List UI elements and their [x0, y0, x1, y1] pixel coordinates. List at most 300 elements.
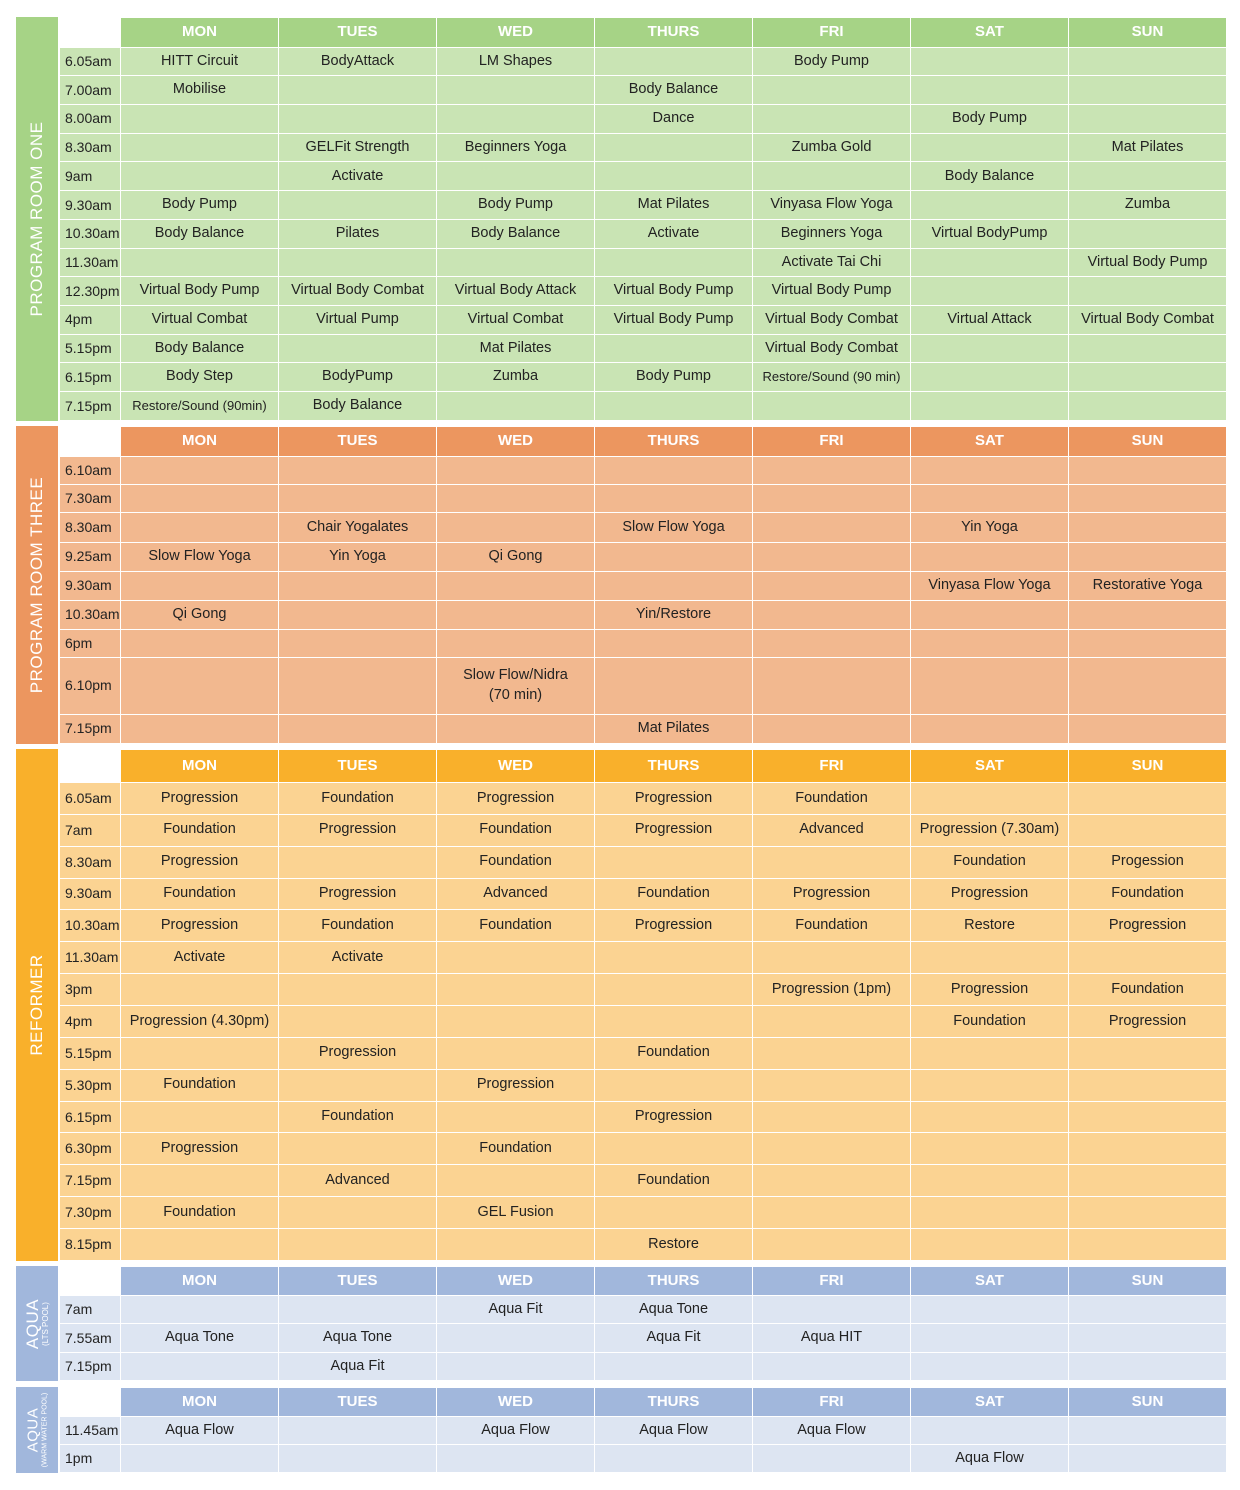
time-slot: 6.10pm — [60, 657, 121, 714]
class-cell-mon: Virtual Combat — [121, 306, 279, 335]
time-slot: 9.30am — [60, 571, 121, 600]
class-cell-tues — [279, 1133, 437, 1165]
timetable-row — [60, 1444, 1227, 1472]
time-slot: 1pm — [60, 1444, 121, 1472]
time-slot: 9am — [60, 162, 121, 191]
class-cell-thurs: Aqua Flow — [595, 1416, 753, 1444]
class-cell-mon — [121, 657, 279, 714]
timetable-row — [60, 334, 1227, 363]
class-cell-fri — [753, 76, 911, 105]
time-slot: 11.45am — [60, 1416, 121, 1444]
class-cell-thurs: Virtual Body Pump — [595, 277, 753, 306]
time-slot: 6.05am — [60, 782, 121, 814]
day-header-sat: SAT — [911, 750, 1069, 783]
day-header-tues: TUES — [279, 18, 437, 48]
class-cell-wed — [437, 942, 595, 974]
day-header-row — [60, 427, 1227, 457]
day-header-wed: WED — [437, 18, 595, 48]
class-cell-sat — [911, 277, 1069, 306]
timetable-row — [60, 219, 1227, 248]
class-cell-tues: BodyPump — [279, 363, 437, 392]
class-cell-mon: Body Step — [121, 363, 279, 392]
time-slot: 7.15pm — [60, 1352, 121, 1380]
class-cell-wed — [437, 105, 595, 134]
class-cell-sat — [911, 629, 1069, 657]
class-cell-fri: Foundation — [753, 910, 911, 942]
class-cell-tues — [279, 1005, 437, 1037]
class-cell-wed — [437, 248, 595, 277]
class-cell-tues — [279, 1416, 437, 1444]
day-header-sat: SAT — [911, 1388, 1069, 1417]
class-cell-tues — [279, 1069, 437, 1101]
class-cell-tues — [279, 248, 437, 277]
class-cell-fri — [753, 542, 911, 571]
class-cell-thurs — [595, 392, 753, 421]
section-title: PROGRAM ROOM ONE — [27, 121, 47, 317]
class-cell-thurs — [595, 1133, 753, 1165]
timetable-row — [60, 457, 1227, 485]
timetable-row — [60, 942, 1227, 974]
class-cell-wed: Mat Pilates — [437, 334, 595, 363]
day-header-wed: WED — [437, 1267, 595, 1296]
class-cell-wed — [437, 571, 595, 600]
class-cell-sat — [911, 76, 1069, 105]
class-cell-tues: Activate — [279, 942, 437, 974]
class-cell-sun: Progession — [1069, 846, 1227, 878]
time-slot: 6.30pm — [60, 1133, 121, 1165]
class-cell-thurs: Mat Pilates — [595, 714, 753, 743]
class-cell-sun — [1069, 162, 1227, 191]
class-cell-sun: Zumba — [1069, 191, 1227, 220]
class-cell-sat — [911, 1197, 1069, 1229]
timetable-row — [60, 846, 1227, 878]
timetable-row — [60, 133, 1227, 162]
timetable-row — [60, 1165, 1227, 1197]
class-cell-thurs: Body Pump — [595, 363, 753, 392]
class-cell-sat — [911, 1296, 1069, 1324]
class-cell-sun — [1069, 1133, 1227, 1165]
section-program-room-three — [16, 426, 1226, 744]
class-cell-mon: Progression — [121, 846, 279, 878]
time-slot: 8.15pm — [60, 1228, 121, 1260]
time-slot: 7am — [60, 814, 121, 846]
class-cell-wed: Aqua Flow — [437, 1416, 595, 1444]
class-cell-tues: Activate — [279, 162, 437, 191]
class-cell-sun — [1069, 1069, 1227, 1101]
class-cell-mon — [121, 1101, 279, 1133]
section-title-sub: (WARM WATER POOL) — [41, 1392, 49, 1468]
class-cell-thurs — [595, 942, 753, 974]
class-cell-thurs — [595, 162, 753, 191]
class-cell-sat — [911, 942, 1069, 974]
timetable-row — [60, 1228, 1227, 1260]
class-cell-tues: Foundation — [279, 782, 437, 814]
class-cell-wed: Virtual Body Attack — [437, 277, 595, 306]
day-header-fri: FRI — [753, 1267, 911, 1296]
class-cell-fri: Aqua HIT — [753, 1324, 911, 1352]
class-cell-thurs: Aqua Fit — [595, 1324, 753, 1352]
class-cell-wed: Beginners Yoga — [437, 133, 595, 162]
class-cell-fri — [753, 1133, 911, 1165]
section-program-room-one — [16, 17, 1226, 421]
class-cell-sun: Foundation — [1069, 974, 1227, 1006]
time-slot: 10.30am — [60, 219, 121, 248]
class-cell-mon: Foundation — [121, 814, 279, 846]
class-cell-sun — [1069, 513, 1227, 542]
timetable-row — [60, 1197, 1227, 1229]
day-header-row — [60, 1267, 1227, 1296]
class-cell-thurs: Progression — [595, 1101, 753, 1133]
class-cell-thurs: Aqua Tone — [595, 1296, 753, 1324]
class-cell-sun — [1069, 1416, 1227, 1444]
class-cell-mon — [121, 974, 279, 1006]
class-cell-mon: Body Balance — [121, 219, 279, 248]
day-header-sun: SUN — [1069, 18, 1227, 48]
timetable-grid — [59, 426, 1227, 744]
class-cell-sat: Aqua Flow — [911, 1444, 1069, 1472]
class-cell-sat: Progression (7.30am) — [911, 814, 1069, 846]
class-cell-sun — [1069, 657, 1227, 714]
class-cell-sun — [1069, 629, 1227, 657]
time-slot: 6.15pm — [60, 1101, 121, 1133]
class-cell-fri — [753, 513, 911, 542]
timetable-row — [60, 571, 1227, 600]
section-title — [24, 1298, 50, 1348]
class-cell-wed — [437, 513, 595, 542]
class-cell-sat — [911, 1101, 1069, 1133]
timetable-row — [60, 782, 1227, 814]
class-cell-sat — [911, 1352, 1069, 1380]
time-slot: 6.15pm — [60, 363, 121, 392]
class-cell-wed: GEL Fusion — [437, 1197, 595, 1229]
class-cell-thurs: Foundation — [595, 878, 753, 910]
class-cell-sat: Vinyasa Flow Yoga — [911, 571, 1069, 600]
class-cell-mon — [121, 513, 279, 542]
timetable-row — [60, 1005, 1227, 1037]
class-cell-fri: Progression (1pm) — [753, 974, 911, 1006]
class-cell-sun — [1069, 542, 1227, 571]
class-cell-sun — [1069, 782, 1227, 814]
time-slot: 7am — [60, 1296, 121, 1324]
time-slot: 8.30am — [60, 846, 121, 878]
class-cell-sat — [911, 1228, 1069, 1260]
time-slot: 7.00am — [60, 76, 121, 105]
class-cell-fri — [753, 1352, 911, 1380]
class-cell-sat — [911, 133, 1069, 162]
class-cell-sat — [911, 363, 1069, 392]
class-cell-wed — [437, 1005, 595, 1037]
class-cell-sun — [1069, 1296, 1227, 1324]
class-cell-mon: Qi Gong — [121, 600, 279, 629]
class-cell-wed: Foundation — [437, 846, 595, 878]
time-slot: 6.05am — [60, 47, 121, 76]
timetable-row — [60, 629, 1227, 657]
timetable-grid — [59, 1266, 1227, 1381]
class-cell-sat — [911, 1133, 1069, 1165]
class-cell-thurs — [595, 1005, 753, 1037]
class-cell-sat — [911, 248, 1069, 277]
class-cell-sat — [911, 47, 1069, 76]
timetable-row — [60, 485, 1227, 513]
time-slot: 7.15pm — [60, 1165, 121, 1197]
class-cell-tues — [279, 334, 437, 363]
class-cell-fri — [753, 942, 911, 974]
class-cell-tues: Virtual Pump — [279, 306, 437, 335]
class-cell-sat: Restore — [911, 910, 1069, 942]
class-cell-tues — [279, 76, 437, 105]
class-cell-wed: Progression — [437, 1069, 595, 1101]
class-cell-mon — [121, 133, 279, 162]
timetable-row — [60, 542, 1227, 571]
class-cell-sat — [911, 392, 1069, 421]
class-cell-thurs: Foundation — [595, 1165, 753, 1197]
class-cell-wed: Foundation — [437, 1133, 595, 1165]
class-cell-tues — [279, 571, 437, 600]
class-cell-thurs — [595, 629, 753, 657]
day-header-sat: SAT — [911, 1267, 1069, 1296]
day-header-thurs: THURS — [595, 1388, 753, 1417]
class-cell-tues — [279, 846, 437, 878]
time-slot: 6.10am — [60, 457, 121, 485]
time-slot: 11.30am — [60, 248, 121, 277]
time-slot: 10.30am — [60, 600, 121, 629]
time-slot: 8.00am — [60, 105, 121, 134]
class-cell-sun — [1069, 714, 1227, 743]
class-cell-mon — [121, 571, 279, 600]
time-slot: 5.15pm — [60, 334, 121, 363]
day-header-sun: SUN — [1069, 1267, 1227, 1296]
class-cell-mon: Restore/Sound (90min) — [121, 392, 279, 421]
section-title-main: AQUA — [22, 1298, 42, 1349]
class-cell-mon — [121, 1296, 279, 1324]
class-cell-fri — [753, 105, 911, 134]
section-side-label — [16, 426, 59, 744]
class-cell-wed: Foundation — [437, 910, 595, 942]
timetable-row — [60, 363, 1227, 392]
class-cell-thurs — [595, 974, 753, 1006]
class-cell-mon: Foundation — [121, 1197, 279, 1229]
timetable-row — [60, 1101, 1227, 1133]
class-cell-fri: Vinyasa Flow Yoga — [753, 191, 911, 220]
section-title: REFORMER — [27, 954, 47, 1056]
time-slot: 12.30pm — [60, 277, 121, 306]
class-cell-fri — [753, 1037, 911, 1069]
timetable-grid — [59, 1387, 1227, 1473]
timetable-row — [60, 878, 1227, 910]
class-cell-wed — [437, 485, 595, 513]
class-cell-fri — [753, 1165, 911, 1197]
class-cell-thurs — [595, 1352, 753, 1380]
day-header-fri: FRI — [753, 18, 911, 48]
class-cell-sun — [1069, 1352, 1227, 1380]
class-cell-sun — [1069, 1324, 1227, 1352]
class-cell-sun: Progression — [1069, 1005, 1227, 1037]
class-cell-fri — [753, 1101, 911, 1133]
class-cell-wed: Progression — [437, 782, 595, 814]
class-cell-sat: Progression — [911, 878, 1069, 910]
class-cell-wed — [437, 1101, 595, 1133]
class-cell-sun: Virtual Body Pump — [1069, 248, 1227, 277]
time-slot: 7.15pm — [60, 714, 121, 743]
class-cell-thurs: Foundation — [595, 1037, 753, 1069]
class-cell-sun — [1069, 363, 1227, 392]
class-cell-tues: Progression — [279, 814, 437, 846]
timetable-row — [60, 1069, 1227, 1101]
class-cell-sat — [911, 1416, 1069, 1444]
day-header-tues: TUES — [279, 1267, 437, 1296]
class-cell-thurs — [595, 133, 753, 162]
class-cell-wed — [437, 1037, 595, 1069]
class-cell-sun: Mat Pilates — [1069, 133, 1227, 162]
class-cell-tues: Progression — [279, 1037, 437, 1069]
class-cell-fri — [753, 657, 911, 714]
day-header-sat: SAT — [911, 427, 1069, 457]
class-cell-fri — [753, 392, 911, 421]
class-cell-mon: Aqua Flow — [121, 1416, 279, 1444]
time-slot: 7.30pm — [60, 1197, 121, 1229]
class-cell-mon: Virtual Body Pump — [121, 277, 279, 306]
class-cell-mon — [121, 1444, 279, 1472]
class-cell-mon: Progression — [121, 782, 279, 814]
class-cell-mon: Body Pump — [121, 191, 279, 220]
class-cell-wed — [437, 76, 595, 105]
day-header-thurs: THURS — [595, 1267, 753, 1296]
class-cell-thurs: Progression — [595, 782, 753, 814]
class-cell-tues — [279, 485, 437, 513]
class-cell-fri — [753, 714, 911, 743]
class-cell-sat — [911, 191, 1069, 220]
class-cell-fri — [753, 1228, 911, 1260]
day-header-row — [60, 18, 1227, 48]
class-cell-sat: Body Pump — [911, 105, 1069, 134]
class-cell-sat: Foundation — [911, 846, 1069, 878]
class-cell-mon: Foundation — [121, 878, 279, 910]
class-cell-mon — [121, 1037, 279, 1069]
class-cell-sun — [1069, 1101, 1227, 1133]
class-cell-fri: Restore/Sound (90 min) — [753, 363, 911, 392]
class-cell-wed: Zumba — [437, 363, 595, 392]
class-cell-tues: Aqua Tone — [279, 1324, 437, 1352]
class-cell-thurs: Slow Flow Yoga — [595, 513, 753, 542]
class-cell-sun — [1069, 392, 1227, 421]
class-cell-fri — [753, 1444, 911, 1472]
class-cell-fri: Advanced — [753, 814, 911, 846]
class-cell-thurs — [595, 571, 753, 600]
class-cell-fri — [753, 1005, 911, 1037]
timetable-row — [60, 47, 1227, 76]
class-cell-sat — [911, 1324, 1069, 1352]
day-header-fri: FRI — [753, 750, 911, 783]
time-slot: 3pm — [60, 974, 121, 1006]
section-title-sub: (LTS POOL) — [40, 1301, 50, 1346]
class-cell-fri — [753, 600, 911, 629]
class-cell-wed: LM Shapes — [437, 47, 595, 76]
time-slot: 9.30am — [60, 878, 121, 910]
day-header-sun: SUN — [1069, 427, 1227, 457]
class-cell-sat: Body Balance — [911, 162, 1069, 191]
class-cell-sun: Progression — [1069, 910, 1227, 942]
class-cell-tues — [279, 191, 437, 220]
class-cell-sun — [1069, 76, 1227, 105]
time-slot: 4pm — [60, 306, 121, 335]
class-cell-sat — [911, 334, 1069, 363]
class-cell-sat: Virtual Attack — [911, 306, 1069, 335]
class-cell-thurs — [595, 657, 753, 714]
timetable-row — [60, 1037, 1227, 1069]
class-cell-wed — [437, 974, 595, 1006]
day-header-mon: MON — [121, 1267, 279, 1296]
class-cell-thurs — [595, 334, 753, 363]
day-header-mon: MON — [121, 750, 279, 783]
class-cell-mon — [121, 1352, 279, 1380]
class-cell-mon — [121, 485, 279, 513]
day-header-wed: WED — [437, 427, 595, 457]
timetable-row — [60, 277, 1227, 306]
class-cell-mon — [121, 248, 279, 277]
class-cell-sat — [911, 714, 1069, 743]
class-cell-sat — [911, 782, 1069, 814]
class-cell-sat — [911, 1069, 1069, 1101]
class-cell-tues: Progression — [279, 878, 437, 910]
day-header-mon: MON — [121, 1388, 279, 1417]
timetable-row — [60, 513, 1227, 542]
class-cell-wed: Qi Gong — [437, 542, 595, 571]
class-cell-sun — [1069, 814, 1227, 846]
class-cell-mon — [121, 1228, 279, 1260]
section-side-label — [16, 1266, 59, 1381]
class-cell-fri: Virtual Body Pump — [753, 277, 911, 306]
class-cell-sun — [1069, 47, 1227, 76]
class-cell-sat: Yin Yoga — [911, 513, 1069, 542]
timetable-row — [60, 76, 1227, 105]
timetable-row — [60, 910, 1227, 942]
class-cell-mon — [121, 457, 279, 485]
class-cell-mon — [121, 162, 279, 191]
section-title: PROGRAM ROOM THREE — [27, 476, 47, 694]
class-cell-sun — [1069, 334, 1227, 363]
class-cell-mon: Progression (4.30pm) — [121, 1005, 279, 1037]
day-header-sat: SAT — [911, 18, 1069, 48]
class-cell-sun — [1069, 1197, 1227, 1229]
section-aqua-warm-water-pool — [16, 1387, 1226, 1473]
time-slot: 11.30am — [60, 942, 121, 974]
header-corner — [60, 427, 121, 457]
class-cell-mon — [121, 714, 279, 743]
header-corner — [60, 750, 121, 783]
header-corner — [60, 1267, 121, 1296]
class-cell-mon: HITT Circuit — [121, 47, 279, 76]
time-slot: 7.55am — [60, 1324, 121, 1352]
time-slot: 7.15pm — [60, 392, 121, 421]
class-cell-wed — [437, 1324, 595, 1352]
class-cell-tues: GELFit Strength — [279, 133, 437, 162]
class-cell-tues: Body Balance — [279, 392, 437, 421]
timetable-row — [60, 714, 1227, 743]
section-reformer — [16, 749, 1226, 1261]
class-cell-tues — [279, 600, 437, 629]
class-cell-sun: Restorative Yoga — [1069, 571, 1227, 600]
class-cell-wed — [437, 457, 595, 485]
class-cell-wed: Slow Flow/Nidra (70 min) — [437, 657, 595, 714]
day-header-wed: WED — [437, 1388, 595, 1417]
class-cell-sat — [911, 485, 1069, 513]
timetable-row — [60, 1324, 1227, 1352]
time-slot: 8.30am — [60, 133, 121, 162]
class-cell-thurs: Body Balance — [595, 76, 753, 105]
class-cell-mon: Activate — [121, 942, 279, 974]
class-cell-mon: Foundation — [121, 1069, 279, 1101]
timetable-row — [60, 1133, 1227, 1165]
